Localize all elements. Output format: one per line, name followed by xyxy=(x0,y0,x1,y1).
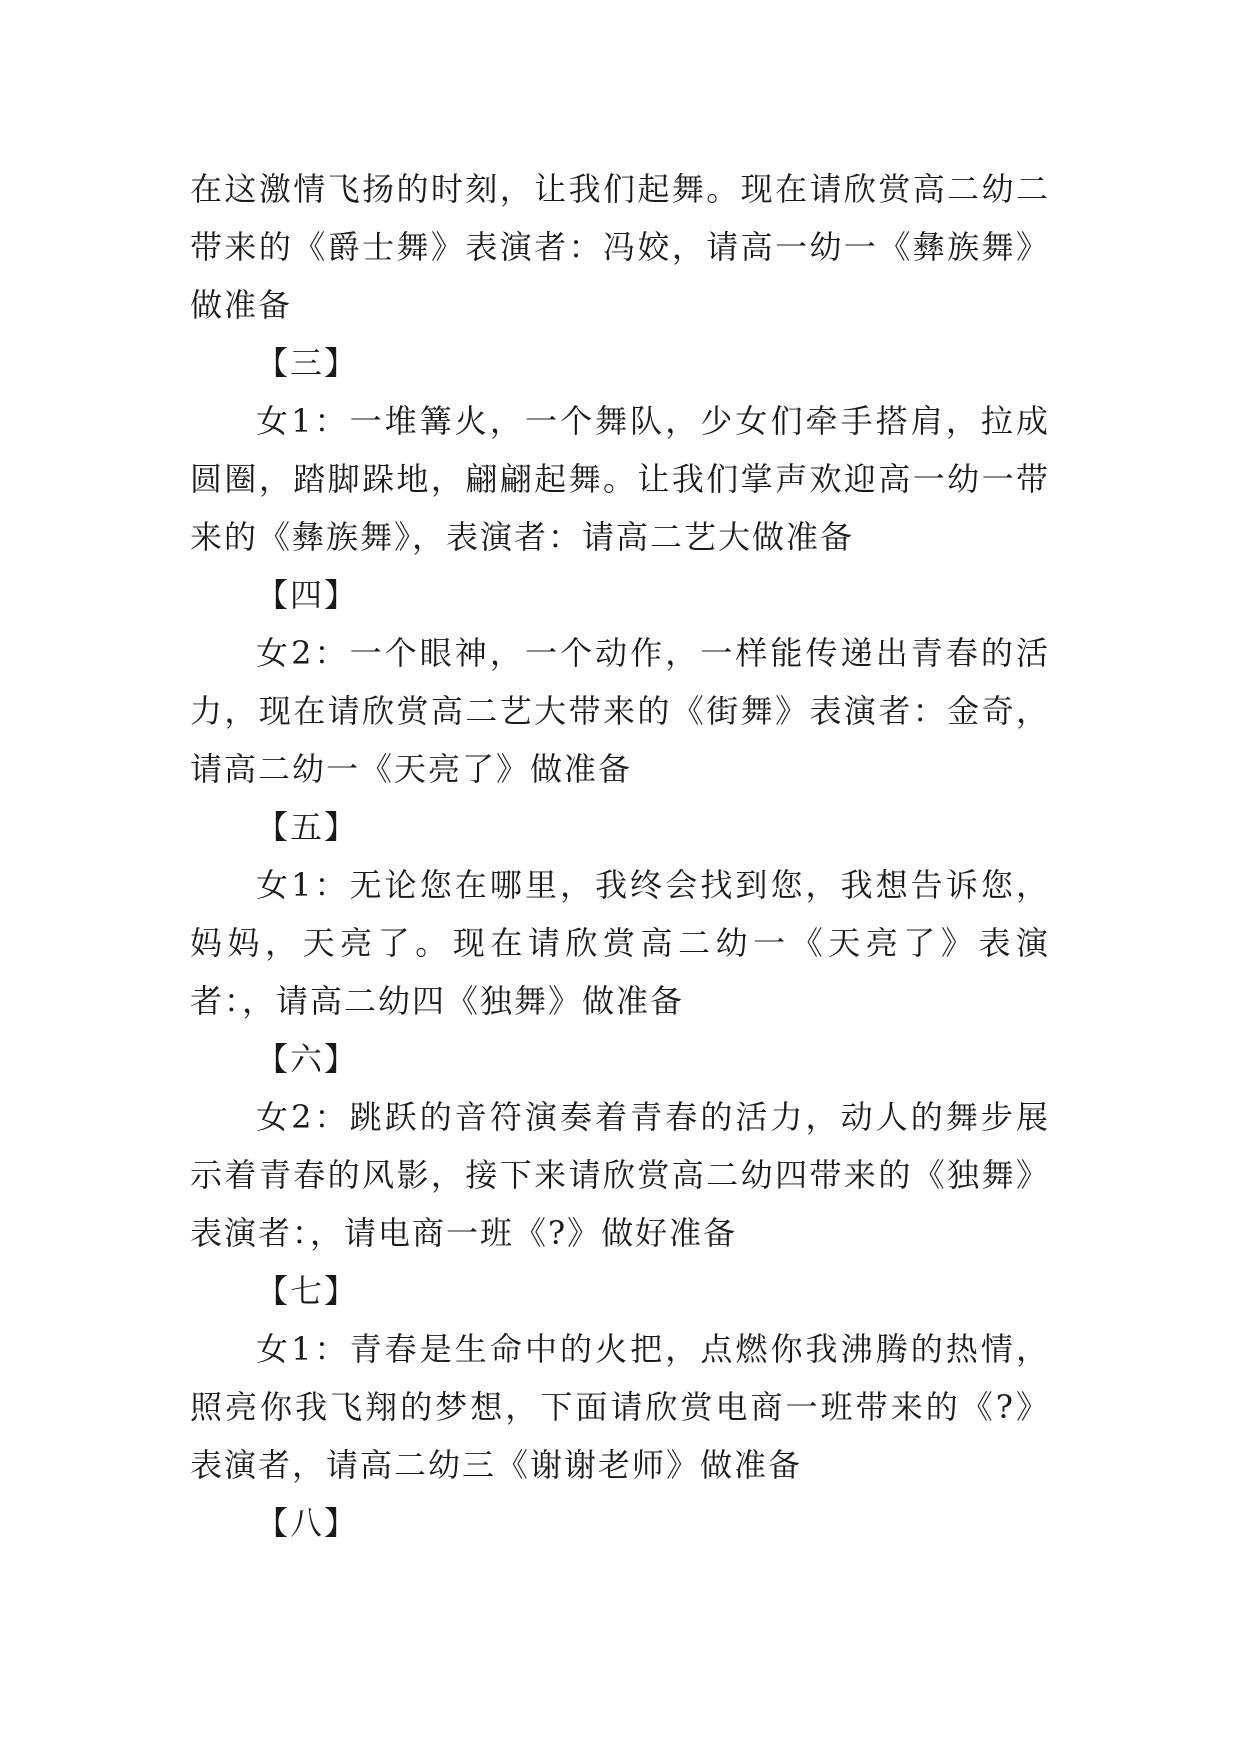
paragraph-section-3: 女1：一堆篝火，一个舞队，少女们牵手搭肩，拉成圆圈，踏脚跺地，翩翩起舞。让我们掌声欢迎高一幼一带来的《彝族舞》，表演者：请高二艺大做准备 xyxy=(190,402,1050,556)
paragraph-section-7: 女1：青春是生命中的火把，点燃你我沸腾的热情，照亮你我飞翔的梦想，下面请欣赏电商一班带来的《?》表演者，请高二幼三《谢谢老师》做准备 xyxy=(190,1330,1050,1484)
paragraph-intro: 在这激情飞扬的时刻，让我们起舞。现在请欣赏高二幼二带来的《爵士舞》表演者：冯姣，请高一幼一《彝族舞》做准备 xyxy=(190,170,1050,324)
section-heading-4: 【四】 xyxy=(256,576,359,614)
paragraph-section-5: 女1：无论您在哪里，我终会找到您，我想告诉您，妈妈，天亮了。现在请欣赏高二幼一《天亮了》表演者：，请高二幼四《独舞》做准备 xyxy=(190,866,1050,1020)
section-heading-8: 【八】 xyxy=(256,1504,359,1542)
section-heading-7: 【七】 xyxy=(256,1272,359,1310)
paragraph-section-4: 女2：一个眼神，一个动作，一样能传递出青春的活力，现在请欣赏高二艺大带来的《街舞》表演者：金奇，请高二幼一《天亮了》做准备 xyxy=(190,634,1050,788)
section-heading-6: 【六】 xyxy=(256,1040,359,1078)
paragraph-section-6: 女2：跳跃的音符演奏着青春的活力，动人的舞步展示着青春的风影，接下来请欣赏高二幼四带来的《独舞》表演者：，请电商一班《?》做好准备 xyxy=(190,1098,1050,1252)
section-heading-5: 【五】 xyxy=(256,808,359,846)
document-body xyxy=(190,160,1050,1552)
section-heading-3: 【三】 xyxy=(256,344,359,382)
